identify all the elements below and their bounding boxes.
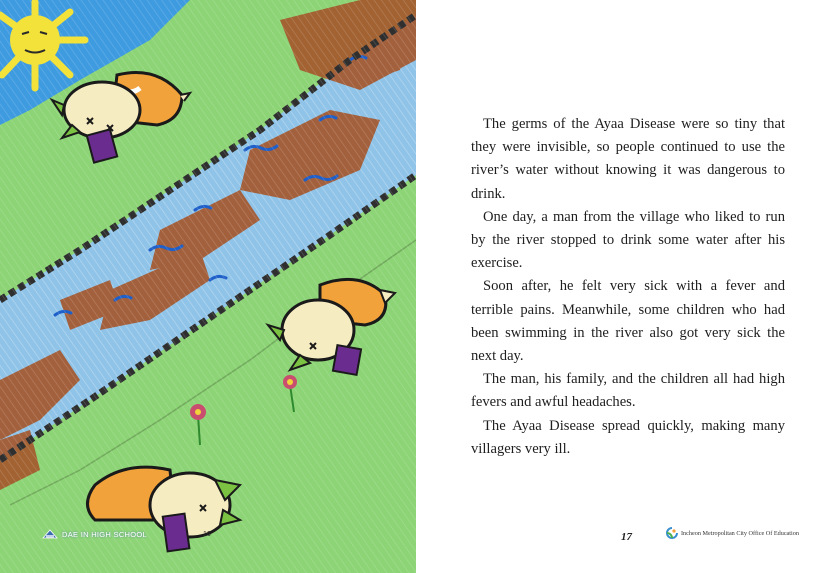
education-office-icon [666, 527, 678, 539]
school-emblem-icon [42, 528, 58, 540]
publisher-logo [666, 527, 799, 539]
story-paragraph: The man, his family, and the children all had high fevers and awful headaches. [471, 371, 785, 411]
illustration-page [0, 0, 416, 573]
story-paragraph: The Ayaa Disease spread quickly, making many villagers very ill. [471, 417, 785, 457]
publisher-name: Incheon Metropolitan City Office Of Education [681, 529, 799, 537]
story-text [471, 113, 785, 461]
left-page-number: 16 [203, 531, 211, 538]
story-paragraph: Soon after, he felt very sick with a fever and terrible pains. Meanwhile, some children who had been swimming in the river also got very sick the next day. [471, 278, 785, 365]
story-paragraph: The germs of the Ayaa Disease were so tiny that they were invisible, so people continued to use the river’s water without knowing it was dangerous to drink. [471, 116, 785, 202]
right-page-number: 17 [621, 531, 632, 543]
text-page [416, 0, 835, 573]
school-name: DAE IN HIGH SCHOOL [62, 529, 147, 539]
story-paragraph: One day, a man from the village who liked to run by the river stopped to drink some water after his exercise. [471, 208, 785, 272]
crayon-illustration [0, 0, 416, 573]
school-logo [42, 528, 147, 540]
